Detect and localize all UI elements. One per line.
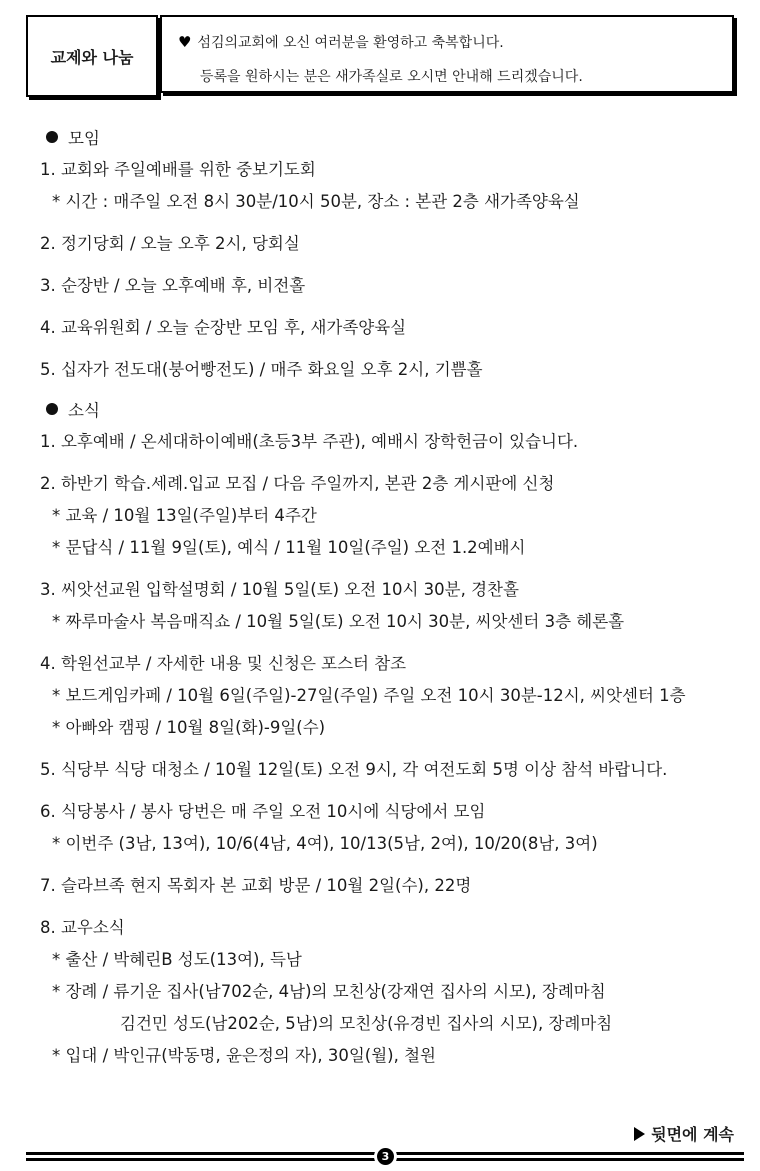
list-item — [40, 912, 750, 1072]
item-detail: * 보드게임카페 / 10월 6일(주일)-27일(주일) 주일 오전 10시 30분-12시, 씨앗센터 1층 — [52, 686, 686, 705]
item-text: 3. 씨앗선교원 입학설명회 / 10월 5일(토) 오전 10시 30분, 경찬홀 — [40, 580, 519, 599]
continue-note — [634, 1122, 734, 1145]
item-text: 7. 슬라브족 현지 목회자 본 교회 방문 / 10월 2일(수), 22명 — [40, 876, 472, 895]
section-heading-meeting — [40, 124, 750, 150]
item-detail: * 아빠와 캠핑 / 10월 8일(화)-9일(수) — [52, 718, 326, 737]
list-item — [40, 574, 750, 638]
item-detail: * 장례 / 류기운 집사(남702순, 4남)의 모친상(강재연 집사의 시모), 장례마침 — [52, 982, 606, 1001]
welcome-line-2: 등록을 원하시는 분은 새가족실로 오시면 안내해 드리겠습니다. — [200, 69, 583, 85]
item-text: 1. 오후예배 / 온세대하이예배(초등3부 주관), 예배시 장학헌금이 있습니다. — [40, 432, 579, 451]
item-detail: * 입대 / 박인규(박동명, 윤은정의 자), 30일(월), 철원 — [52, 1046, 436, 1065]
list-item — [40, 468, 750, 564]
list-item — [40, 870, 750, 902]
item-text: 6. 식당봉사 / 봉사 당번은 매 주일 오전 10시에 식당에서 모임 — [40, 802, 486, 821]
list-item — [40, 154, 750, 218]
item-text: 1. 교회와 주일예배를 위한 중보기도회 — [40, 160, 316, 179]
item-text: 4. 교육위원회 / 오늘 순장반 모임 후, 새가족양육실 — [40, 318, 407, 337]
item-text: 2. 정기당회 / 오늘 오후 2시, 당회실 — [40, 234, 300, 253]
welcome-line-1: 섬김의교회에 오신 여러분을 환영하고 축복합니다. — [197, 35, 504, 51]
item-text: 4. 학원선교부 / 자세한 내용 및 신청은 포스터 참조 — [40, 654, 407, 673]
list-item — [40, 648, 750, 744]
header — [26, 15, 740, 97]
item-text: 8. 교우소식 — [40, 918, 125, 937]
footer — [26, 1148, 744, 1166]
bullet-icon — [46, 403, 58, 415]
page-number: 3 — [377, 1148, 394, 1165]
list-item — [40, 796, 750, 860]
bulletin-content — [40, 118, 750, 1082]
section-heading-label: 모임 — [68, 129, 100, 148]
list-item — [40, 270, 750, 302]
welcome-box — [160, 15, 734, 93]
list-item — [40, 312, 750, 344]
triangle-right-icon — [634, 1127, 645, 1141]
section-title: 교제와 나눔 — [50, 47, 134, 67]
item-text: 2. 하반기 학습.세례.입교 모집 / 다음 주일까지, 본관 2층 게시판에 신청 — [40, 474, 555, 493]
item-detail: * 이번주 (3남, 13여), 10/6(4남, 4여), 10/13(5남, 2여), 10/20(8남, 3여) — [52, 834, 598, 853]
section-title-box — [26, 15, 158, 97]
item-detail: * 시간 : 매주일 오전 8시 30분/10시 50분, 장소 : 본관 2층 새가족양육실 — [52, 192, 580, 211]
continue-label: 뒷면에 계속 — [651, 1125, 734, 1144]
item-detail: 김건민 성도(남202순, 5남)의 모친상(유경빈 집사의 시모), 장례마침 — [120, 1014, 613, 1033]
item-text: 5. 십자가 전도대(붕어빵전도) / 매주 화요일 오후 2시, 기쁨홀 — [40, 360, 483, 379]
item-detail: * 문답식 / 11월 9일(토), 예식 / 11월 10일(주일) 오전 1.2예배시 — [52, 538, 526, 557]
item-detail: * 출산 / 박혜린B 성도(13여), 득남 — [52, 950, 302, 969]
list-item — [40, 754, 750, 786]
list-item — [40, 426, 750, 458]
section-heading-label: 소식 — [68, 401, 100, 420]
list-item — [40, 228, 750, 260]
heart-icon: ♥ — [178, 33, 192, 51]
bullet-icon — [46, 131, 58, 143]
list-item — [40, 354, 750, 386]
item-text: 3. 순장반 / 오늘 오후예배 후, 비전홀 — [40, 276, 306, 295]
item-detail: * 짜루마술사 복음매직쇼 / 10월 5일(토) 오전 10시 30분, 씨앗센터 3층 헤론홀 — [52, 612, 625, 631]
section-heading-news — [40, 396, 750, 422]
item-text: 5. 식당부 식당 대청소 / 10월 12일(토) 오전 9시, 각 여전도회 5명 이상 참석 바랍니다. — [40, 760, 668, 779]
item-detail: * 교육 / 10월 13일(주일)부터 4주간 — [52, 506, 317, 525]
